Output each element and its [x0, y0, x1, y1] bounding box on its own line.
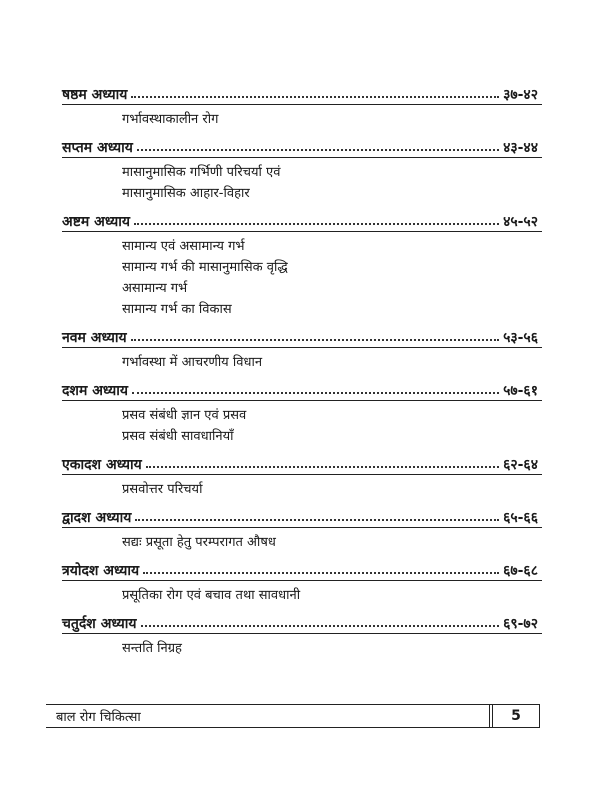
chapter-pages: ३७-४२	[503, 87, 538, 103]
toc-chapter-row	[62, 80, 542, 105]
dot-leader	[141, 625, 500, 627]
dot-leader	[146, 466, 499, 468]
chapter-pages: ४३-४४	[503, 140, 538, 156]
chapter-title: चतुर्दश अध्याय	[62, 616, 137, 632]
toc-chapter-row	[62, 556, 542, 581]
chapter-title: त्रयोदश अध्याय	[62, 563, 140, 579]
toc-chapter-row	[62, 376, 542, 401]
dot-leader	[131, 96, 499, 98]
toc-topic: सन्तति निग्रह	[122, 641, 182, 656]
toc-chapter-row	[62, 503, 542, 528]
dot-leader	[137, 149, 499, 151]
dot-leader	[134, 223, 499, 225]
toc-chapter-row	[62, 133, 542, 158]
toc-topic: सामान्य गर्भ का विकास	[122, 302, 232, 317]
page-footer	[46, 704, 540, 728]
page-number: 5	[492, 704, 540, 727]
chapter-title: षष्ठम अध्याय	[62, 87, 128, 103]
dot-leader	[131, 339, 499, 341]
chapter-pages: ४५-५२	[503, 214, 538, 230]
chapter-title: अष्टम अध्याय	[62, 214, 130, 230]
chapter-title: नवम अध्याय	[62, 330, 127, 346]
toc-topic: प्रसव संबंधी सावधानियाँ	[122, 429, 234, 444]
toc-topic: प्रसव संबंधी ज्ञान एवं प्रसव	[122, 408, 247, 423]
chapter-title: द्वादश अध्याय	[62, 510, 132, 526]
toc-topic: मासानुमासिक गर्भिणी परिचर्या एवं	[122, 165, 281, 180]
toc-topic: सामान्य गर्भ की मासानुमासिक वृद्धि	[122, 260, 288, 275]
chapter-pages: ६९-७२	[503, 616, 538, 632]
toc-chapter-row	[62, 609, 542, 634]
toc-topic: प्रसूतिका रोग एवं बचाव तथा सावधानी	[122, 588, 301, 603]
table-of-contents	[62, 80, 542, 662]
toc-topic: प्रसवोत्तर परिचर्या	[122, 482, 203, 497]
toc-topic: मासानुमासिक आहार-विहार	[122, 186, 250, 201]
toc-topic: गर्भावस्था में आचरणीय विधान	[122, 355, 263, 370]
chapter-title: सप्तम अध्याय	[62, 140, 133, 156]
toc-topic: सामान्य एवं असामान्य गर्भ	[122, 239, 245, 254]
chapter-pages: ६२-६४	[503, 457, 538, 473]
toc-topic: असामान्य गर्भ	[122, 281, 188, 296]
chapter-pages: ६५-६६	[503, 510, 538, 526]
toc-topic: सद्यः प्रसूता हेतु परम्परागत औषध	[122, 535, 276, 550]
toc-chapter-row	[62, 450, 542, 475]
dot-leader	[132, 392, 499, 394]
book-title: बाल रोग चिकित्सा	[56, 710, 141, 725]
toc-chapter-row	[62, 207, 542, 232]
chapter-title: एकादश अध्याय	[62, 457, 142, 473]
toc-topic: गर्भावस्थाकालीन रोग	[122, 112, 219, 127]
dot-leader	[135, 519, 499, 521]
chapter-pages: ५३-५६	[503, 330, 538, 346]
chapter-pages: ६७-६८	[503, 563, 538, 579]
chapter-pages: ५७-६१	[503, 383, 538, 399]
toc-chapter-row	[62, 323, 542, 348]
chapter-title: दशम अध्याय	[62, 383, 129, 399]
dot-leader	[143, 572, 499, 574]
